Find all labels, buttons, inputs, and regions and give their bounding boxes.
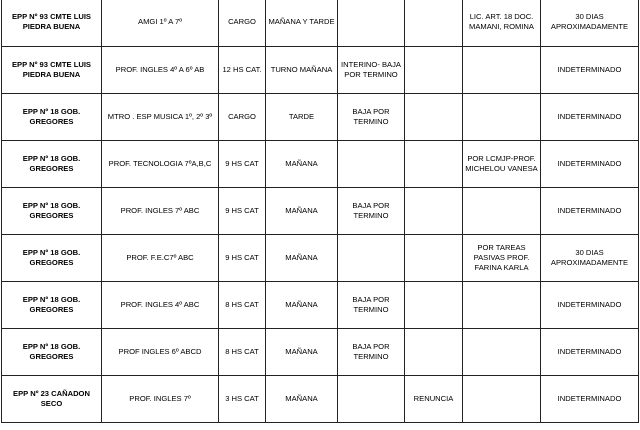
shift-cell: MAÑANA — [266, 188, 338, 235]
hours-cell: 9 HS CAT — [219, 141, 266, 188]
status-cell: BAJA POR TERMINO — [338, 329, 405, 376]
table-row — [2, 376, 639, 423]
reason-cell — [405, 0, 463, 47]
subject-cell: PROF. INGLES 4º A 6º AB — [102, 47, 219, 94]
substitute-cell — [463, 94, 541, 141]
reason-cell — [405, 235, 463, 282]
table-row — [2, 94, 639, 141]
shift-cell: MAÑANA — [266, 235, 338, 282]
vacancy-table — [1, 0, 639, 423]
subject-cell: AMGI 1º A 7º — [102, 0, 219, 47]
reason-cell — [405, 141, 463, 188]
duration-cell: INDETERMINADO — [541, 282, 639, 329]
duration-cell: INDETERMINADO — [541, 188, 639, 235]
subject-cell: MTRO . ESP MUSICA 1º, 2º 3º — [102, 94, 219, 141]
subject-cell: PROF INGLES 6º ABCD — [102, 329, 219, 376]
substitute-cell — [463, 329, 541, 376]
status-cell: BAJA POR TERMINO — [338, 188, 405, 235]
status-cell — [338, 235, 405, 282]
school-cell: EPP Nº 18 GOB. GREGORES — [2, 329, 102, 376]
duration-cell: 30 DIAS APROXIMADAMENTE — [541, 235, 639, 282]
table-row — [2, 0, 639, 47]
substitute-cell: LIC. ART. 18 DOC. MAMANI, ROMINA — [463, 0, 541, 47]
subject-cell: PROF. F.E.C7º ABC — [102, 235, 219, 282]
substitute-cell: POR TAREAS PASIVAS PROF. FARINA KARLA — [463, 235, 541, 282]
hours-cell: 3 HS CAT — [219, 376, 266, 423]
duration-cell: 30 DIAS APROXIMADAMENTE — [541, 0, 639, 47]
duration-cell: INDETERMINADO — [541, 329, 639, 376]
shift-cell: MAÑANA Y TARDE — [266, 0, 338, 47]
status-cell: BAJA POR TERMINO — [338, 94, 405, 141]
reason-cell — [405, 47, 463, 94]
table-row — [2, 329, 639, 376]
hours-cell: CARGO — [219, 94, 266, 141]
shift-cell: TARDE — [266, 94, 338, 141]
table-row — [2, 47, 639, 94]
shift-cell: MAÑANA — [266, 329, 338, 376]
substitute-cell: POR LCMJP-PROF. MICHELOU VANESA — [463, 141, 541, 188]
reason-cell — [405, 94, 463, 141]
reason-cell — [405, 282, 463, 329]
table-row — [2, 282, 639, 329]
school-cell: EPP Nº 18 GOB. GREGORES — [2, 141, 102, 188]
status-cell — [338, 376, 405, 423]
table-row — [2, 141, 639, 188]
subject-cell: PROF. INGLES 7º ABC — [102, 188, 219, 235]
subject-cell: PROF. INGLES 4º ABC — [102, 282, 219, 329]
shift-cell: MAÑANA — [266, 282, 338, 329]
subject-cell: PROF. INGLES 7º — [102, 376, 219, 423]
hours-cell: 8 HS CAT — [219, 282, 266, 329]
shift-cell: MAÑANA — [266, 141, 338, 188]
status-cell — [338, 141, 405, 188]
status-cell: INTERINO- BAJA POR TERMINO — [338, 47, 405, 94]
hours-cell: CARGO — [219, 0, 266, 47]
school-cell: EPP Nº 18 GOB. GREGORES — [2, 282, 102, 329]
school-cell: EPP Nº 18 GOB. GREGORES — [2, 235, 102, 282]
duration-cell: INDETERMINADO — [541, 141, 639, 188]
school-cell: EPP Nº 18 GOB. GREGORES — [2, 188, 102, 235]
school-cell: EPP Nº 23 CAÑADON SECO — [2, 376, 102, 423]
school-cell: EPP Nº 93 CMTE LUIS PIEDRA BUENA — [2, 0, 102, 47]
substitute-cell — [463, 188, 541, 235]
school-cell: EPP Nº 93 CMTE LUIS PIEDRA BUENA — [2, 47, 102, 94]
hours-cell: 12 HS CAT. — [219, 47, 266, 94]
substitute-cell — [463, 47, 541, 94]
hours-cell: 9 HS CAT — [219, 235, 266, 282]
substitute-cell — [463, 376, 541, 423]
shift-cell: TURNO MAÑANA — [266, 47, 338, 94]
status-cell: BAJA POR TERMINO — [338, 282, 405, 329]
substitute-cell — [463, 282, 541, 329]
subject-cell: PROF. TECNOLOGIA 7ºA,B,C — [102, 141, 219, 188]
status-cell — [338, 0, 405, 47]
duration-cell: INDETERMINADO — [541, 47, 639, 94]
reason-cell — [405, 188, 463, 235]
school-cell: EPP Nº 18 GOB. GREGORES — [2, 94, 102, 141]
hours-cell: 9 HS CAT — [219, 188, 266, 235]
reason-cell: RENUNCIA — [405, 376, 463, 423]
duration-cell: INDETERMINADO — [541, 94, 639, 141]
duration-cell: INDETERMINADO — [541, 376, 639, 423]
reason-cell — [405, 329, 463, 376]
shift-cell: MAÑANA — [266, 376, 338, 423]
table-row — [2, 188, 639, 235]
table-row — [2, 235, 639, 282]
hours-cell: 8 HS CAT — [219, 329, 266, 376]
